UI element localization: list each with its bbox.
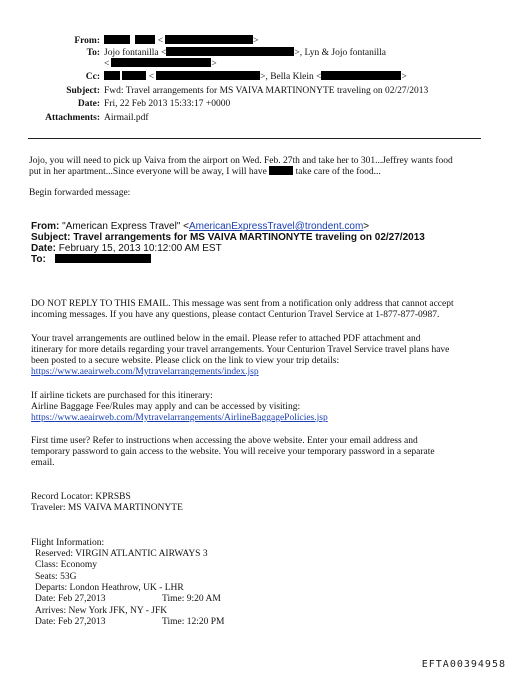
redaction [165, 35, 253, 44]
record-locator: Record Locator: KPRSBS [31, 492, 131, 502]
date-value: Fri, 22 Feb 2013 15:33:17 +0000 [104, 99, 231, 109]
body-p2-line1: Your travel arrangements are outlined below in the email. Please refer to attached PDF attachment and [31, 334, 421, 344]
body-p2-line2: itinerary for more details regarding your travel arrangements. Your Centurion Travel Service travel plans have [31, 345, 450, 355]
redaction [321, 71, 401, 80]
traveler: Traveler: MS VAIVA MARTINONYTE [31, 503, 183, 513]
fwd-date-row: Date: February 15, 2013 10:12:00 AM EST [31, 243, 222, 254]
fwd-from-row: From: "American Express Travel" <AmericanExpressTravel@trondent.com> [31, 221, 370, 232]
attachments-label: Attachments: [45, 113, 100, 123]
flight-class: Class: Economy [35, 560, 98, 570]
to-name: Jojo fontanilla < [104, 48, 167, 58]
forwarded-label: Begin forwarded message: [29, 188, 131, 198]
to-label: To: [86, 48, 100, 58]
header-divider [28, 138, 481, 139]
fwd-to-row: To: [31, 254, 151, 266]
body-p4-line1: First time user? Refer to instructions when accessing the above website. Enter your email address and [31, 436, 418, 446]
redaction [156, 71, 260, 80]
fwd-subject-row: Subject: Travel arrangements for MS VAIVA MARTINONYTE traveling on 02/27/2013 [31, 232, 425, 243]
document-id: EFTA00394958 [421, 659, 506, 670]
intro-line-1: Jojo, you will need to pick up Vaiva from the airport on Wed. Feb. 27th and take her to 301...Jeffrey wants food [29, 156, 453, 166]
redaction [104, 71, 120, 80]
from-label: From: [74, 36, 100, 46]
body-p1-line2: incoming messages. If you have any questions, please contact Centurion Travel Service at 1-877-877-0987. [31, 310, 440, 320]
body-p3-line2: Airline Baggage Fee/Rules may apply and can be accessed by visiting: [31, 402, 301, 412]
body-p4-line2: temporary password to gain access to the website. You will receive your temporary password in a separate [31, 447, 435, 457]
from-value: < > [104, 35, 258, 47]
flight-info-title: Flight Information: [31, 538, 105, 548]
redaction [122, 71, 146, 80]
baggage-policies-link[interactable]: https://www.aeairweb.com/Mytravelarrangements/AirlineBaggagePolicies.jsp [31, 413, 328, 423]
redaction [135, 35, 155, 44]
attachment-file[interactable]: Airmail.pdf [104, 113, 149, 123]
header-to-row-cont: < > [104, 59, 217, 69]
body-p4-line3: email. [31, 458, 55, 468]
to-suffix: >, Lyn & Jojo fontanilla [294, 48, 387, 58]
redaction [269, 166, 293, 175]
body-p3-line1: If airline tickets are purchased for this itinerary: [31, 391, 213, 401]
flight-arrival-time: Time: 12:20 PM [162, 617, 225, 627]
flight-departure-date: Date: Feb 27,2013 [35, 594, 106, 604]
flight-seats: Seats: 53G [35, 572, 77, 582]
flight-arrives: Arrives: New York JFK, NY - JFK [35, 606, 168, 616]
redaction [55, 254, 151, 263]
redaction [111, 58, 211, 67]
flight-arrival-date: Date: Feb 27,2013 [35, 617, 106, 627]
body-p2-line3: been posted to a secure website. Please click on the link to view your trip details: [31, 356, 340, 366]
body-p1-line1: DO NOT REPLY TO THIS EMAIL. This message was sent from a notification only address that cannot accept [31, 299, 454, 309]
trip-details-link[interactable]: https://www.aeairweb.com/Mytravelarrangements/index.jsp [31, 367, 259, 377]
redaction [104, 35, 130, 44]
flight-departure-time: Time: 9:20 AM [162, 594, 221, 604]
fwd-from-email-link[interactable]: AmericanExpressTravel@trondent.com [189, 221, 364, 232]
subject-label: Subject: [66, 86, 100, 96]
subject-value: Fwd: Travel arrangements for MS VAIVA MARTINONYTE traveling on 02/27/2013 [104, 86, 429, 96]
cc-label: Cc: [85, 72, 100, 82]
cc-value: < >, Bella Klein < > [104, 71, 407, 83]
flight-reserved: Reserved: VIRGIN ATLANTIC AIRWAYS 3 [35, 549, 208, 559]
date-label: Date: [77, 99, 100, 109]
redaction [166, 47, 294, 56]
flight-departs: Departs: London Heathrow, UK - LHR [35, 583, 184, 593]
intro-line-2: put in her apartment...Since everyone will be away, I will have take care of the food... [29, 167, 381, 177]
cc-suffix: >, Bella Klein < [260, 72, 322, 82]
